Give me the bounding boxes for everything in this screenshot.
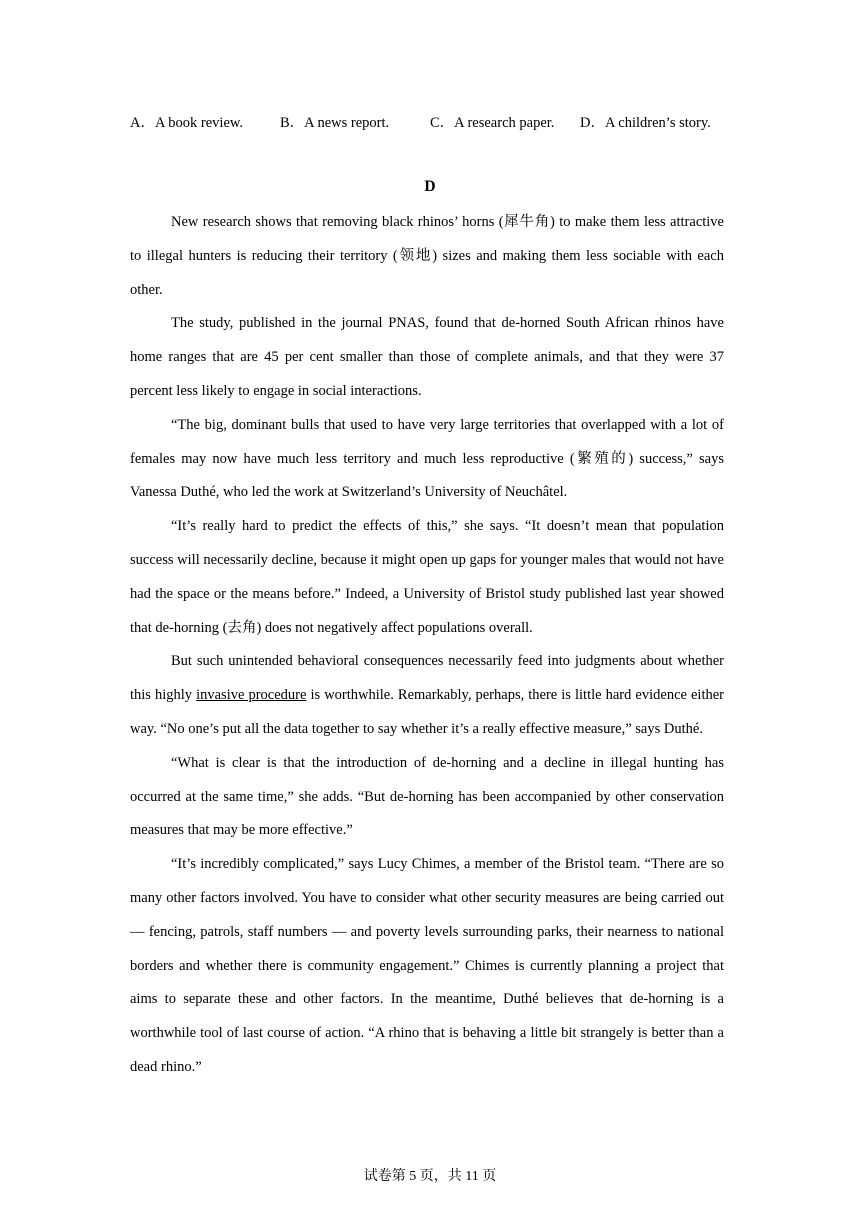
option-text: A research paper.: [454, 115, 555, 131]
option-letter: D: [580, 115, 591, 131]
option-letter: A: [130, 115, 141, 131]
option-d: [580, 111, 711, 132]
option-separator: ．: [590, 115, 605, 131]
option-a: [130, 111, 243, 132]
paragraph-3: “The big, dominant bulls that used to have very large territories that overlapped with a lot of females may now have much less territory and much less reproductive (繁殖的) success,” says Vanessa Duthé, who led the work at Switzerland’s University of Neuchâtel.: [130, 416, 724, 501]
section-heading: D: [424, 178, 436, 195]
paragraph-5-after: is worthwhile. Remarkably, perhaps, there is little hard evidence either way. “No one’s put all the data together to say whether it’s a really effective measure,” says Duthé.: [130, 687, 724, 737]
paragraph-5-before: But such unintended behavioral consequences necessarily feed into judgments about whether this highly: [130, 653, 724, 704]
option-c: [430, 111, 554, 132]
reading-passage: [130, 206, 724, 1085]
option-text: A news report.: [304, 115, 390, 131]
page-footer: 试卷第 5 页，共 11 页: [363, 1169, 497, 1184]
option-letter: C: [430, 115, 440, 131]
option-b: [280, 111, 389, 132]
paragraph-2: The study, published in the journal PNAS, found that de-horned South African rhinos have home ranges that are 45 per cent smaller than those of complete animals, and that they were 37 percent less likely to engage in social interactions.: [130, 315, 724, 399]
option-separator: ．: [140, 115, 155, 131]
paragraph-6: “What is clear is that the introduction of de-horning and a decline in illegal hunting has occurred at the same time,” she adds. “But de-horning has been accompanied by other conservation measures that may be more effective.”: [130, 754, 724, 839]
option-separator: ．: [439, 115, 455, 131]
paragraph-4: “It’s really hard to predict the effects of this,” she says. “It doesn’t mean that population success will necessarily decline, because it might open up gaps for younger males that would not have had the space or the means before.” Indeed, a University of Bristol study published last year showed that de-horning (去角) does not negatively affect populations overall.: [130, 518, 724, 636]
option-separator: ．: [289, 115, 305, 131]
paragraph-7: “It’s incredibly complicated,” says Lucy Chimes, a member of the Bristol team. “There are so many other factors involved. You have to consider what other security measures are being carried out — fencing, patrols, staff numbers — and poverty levels surrounding parks, their nearness to national borders and whether there is community engagement.” Chimes is currently planning a project that aims to separate these and other factors. In the meantime, Duthé believes that de-horning is a worthwhile tool of last course of action. “A rhino that is behaving a little bit strangely is better than a dead rhino.”: [130, 856, 724, 1075]
option-letter: B: [280, 115, 290, 131]
paragraph-1: New research shows that removing black rhinos’ horns (犀牛角) to make them less attractive to illegal hunters is reducing their territory (领地) sizes and making them less sociable with each other.: [130, 214, 724, 298]
answer-options: [130, 111, 730, 133]
underlined-phrase: invasive procedure: [196, 687, 307, 704]
option-text: A book review.: [154, 115, 244, 131]
option-text: A children’s story.: [604, 115, 711, 131]
paragraph-5: [130, 645, 724, 746]
